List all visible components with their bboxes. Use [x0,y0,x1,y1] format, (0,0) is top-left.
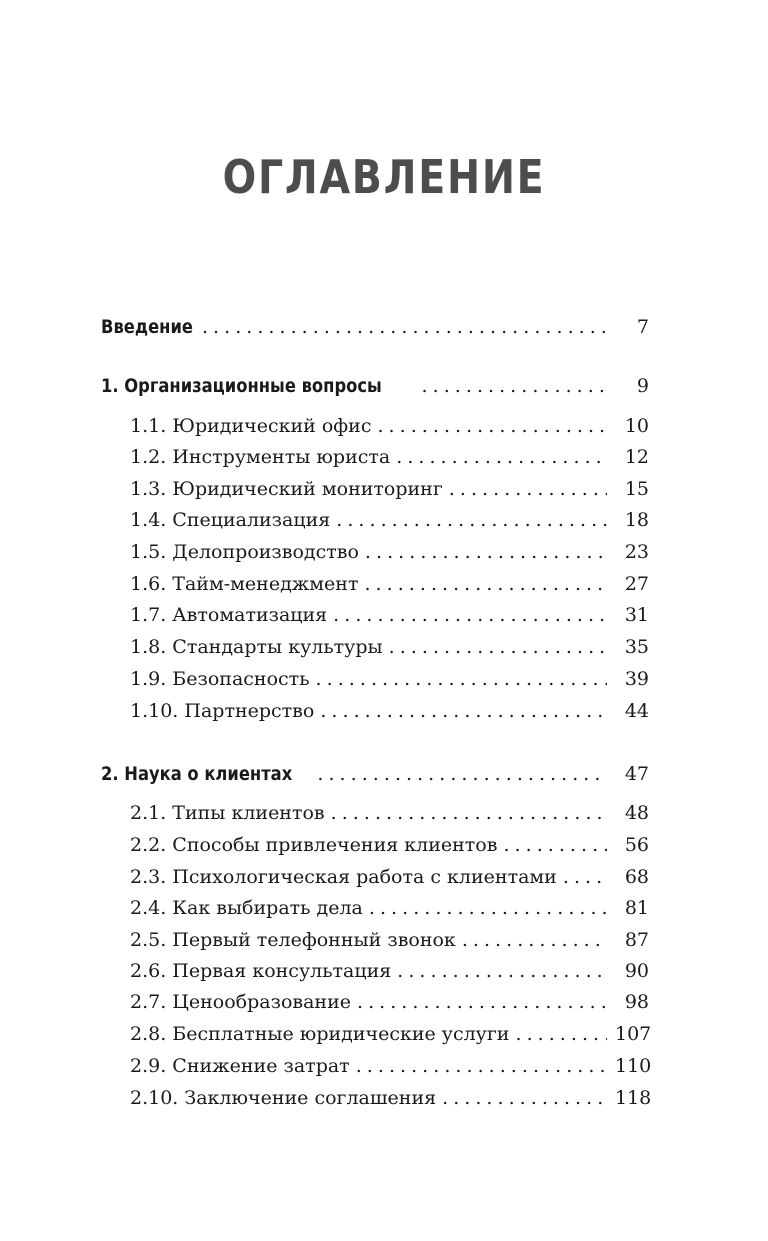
toc-entry-page: 31 [624,604,649,626]
dot-leader [357,991,607,1013]
toc-entry-page: 23 [624,541,649,563]
dot-leader [397,960,607,982]
toc-entry-label: 2.5. Первый телефонный звонок [130,929,456,951]
dot-leader [503,834,607,856]
toc-section-2-7[interactable] [130,991,649,1021]
toc-entry-introduction[interactable] [101,316,649,346]
toc-entry-page: 10 [624,415,649,437]
toc-entry-label: 2.1. Типы клиентов [130,802,325,824]
toc-section-2-3[interactable] [130,866,649,896]
toc-entry-label: 2.3. Психологическая работа с клиентами [130,866,557,888]
toc-entry-page: 98 [624,991,649,1013]
toc-entry-label: 1.4. Специализация [130,509,331,531]
toc-entry-label: 2.7. Ценообразование [130,991,351,1013]
toc-entry-page: 12 [624,446,649,468]
toc-section-1-5[interactable] [130,541,649,571]
dot-leader [316,668,607,690]
toc-entry-label: 1.3. Юридический мониторинг [130,478,443,500]
toc-entry-label: 2.6. Первая консультация [130,960,392,982]
toc-section-2-6[interactable] [130,960,649,990]
toc-entry-page: 48 [624,802,649,824]
toc-entry-label: 1. Организационные вопросы [101,375,382,397]
dot-leader [389,636,607,658]
toc-section-2-1[interactable] [130,802,649,832]
dot-leader [369,897,607,919]
toc-entry-page: 39 [624,668,649,690]
dot-leader [317,763,607,785]
toc-section-2-4[interactable] [130,897,649,927]
toc-entry-page: 7 [636,316,649,338]
dot-leader [442,1087,607,1109]
dot-leader [320,700,607,722]
toc-section-1-8[interactable] [130,636,649,666]
toc-entry-label: 2. Наука о клиентах [101,763,293,785]
toc-entry-label: 1.2. Инструменты юриста [130,446,391,468]
toc-section-1-4[interactable] [130,509,649,539]
toc-entry-page: 9 [636,375,649,397]
toc-section-1-7[interactable] [130,604,649,634]
toc-entry-label: 1.7. Автоматизация [130,604,328,626]
toc-entry-label: 2.10. Заключение соглашения [130,1087,437,1109]
toc-entry-page: 118 [615,1087,652,1109]
toc-section-2-9[interactable] [130,1055,652,1085]
toc-entry-label: 2.2. Способы привлечения клиентов [130,834,498,856]
toc-entry-page: 35 [624,636,649,658]
toc-entry-page: 90 [624,960,649,982]
dot-leader [331,802,607,824]
toc-entry-label: 2.8. Бесплатные юридические услуги [130,1023,510,1045]
dot-leader [563,866,607,888]
toc-entry-page: 44 [624,700,649,722]
dot-leader [377,415,607,437]
dot-leader [336,509,607,531]
toc-section-1-1[interactable] [130,415,649,445]
page-title: ОГЛАВЛЕНИЕ [222,150,546,204]
toc-section-1-10[interactable] [130,700,649,730]
toc-entry-page: 68 [624,866,649,888]
dot-leader [333,604,607,626]
dot-leader [422,375,607,397]
toc-section-2-5[interactable] [130,929,649,959]
dot-leader [449,478,607,500]
toc-section-2-8[interactable] [130,1023,652,1053]
toc-section-1-2[interactable] [130,446,649,476]
dot-leader [365,541,607,563]
toc-entry-label: 1.1. Юридический офис [130,415,372,437]
dot-leader [396,446,607,468]
toc-entry-label: 1.5. Делопроизводство [130,541,359,563]
toc-entry-label: 1.10. Партнерство [130,700,315,722]
toc-entry-page: 87 [624,929,649,951]
toc-chapter-1[interactable] [101,375,649,405]
toc-entry-page: 18 [624,509,649,531]
dot-leader [462,929,607,951]
toc-entry-label: 2.4. Как выбирать дела [130,897,363,919]
dot-leader [515,1023,607,1045]
toc-entry-page: 107 [615,1023,652,1045]
toc-entry-page: 81 [624,897,649,919]
toc-entry-label: 1.8. Стандарты культуры [130,636,383,658]
toc-chapter-2[interactable] [101,763,649,793]
toc-entry-label: 1.9. Безопасность [130,668,310,690]
toc-entry-page: 56 [624,834,649,856]
toc-section-2-10[interactable] [130,1087,652,1117]
toc-section-2-2[interactable] [130,834,649,864]
toc-section-1-3[interactable] [130,478,649,508]
dot-leader [364,573,607,595]
toc-section-1-9[interactable] [130,668,649,698]
dot-leader [356,1055,607,1077]
toc-entry-label: 2.9. Снижение затрат [130,1055,350,1077]
toc-entry-label: 1.6. Тайм-менеджмент [130,573,359,595]
toc-section-1-6[interactable] [130,573,649,603]
toc-entry-page: 27 [624,573,649,595]
toc-entry-label: Введение [101,316,193,338]
toc-entry-page: 110 [615,1055,652,1077]
toc-entry-page: 15 [624,478,649,500]
dot-leader [202,316,607,338]
toc-entry-page: 47 [624,763,649,785]
